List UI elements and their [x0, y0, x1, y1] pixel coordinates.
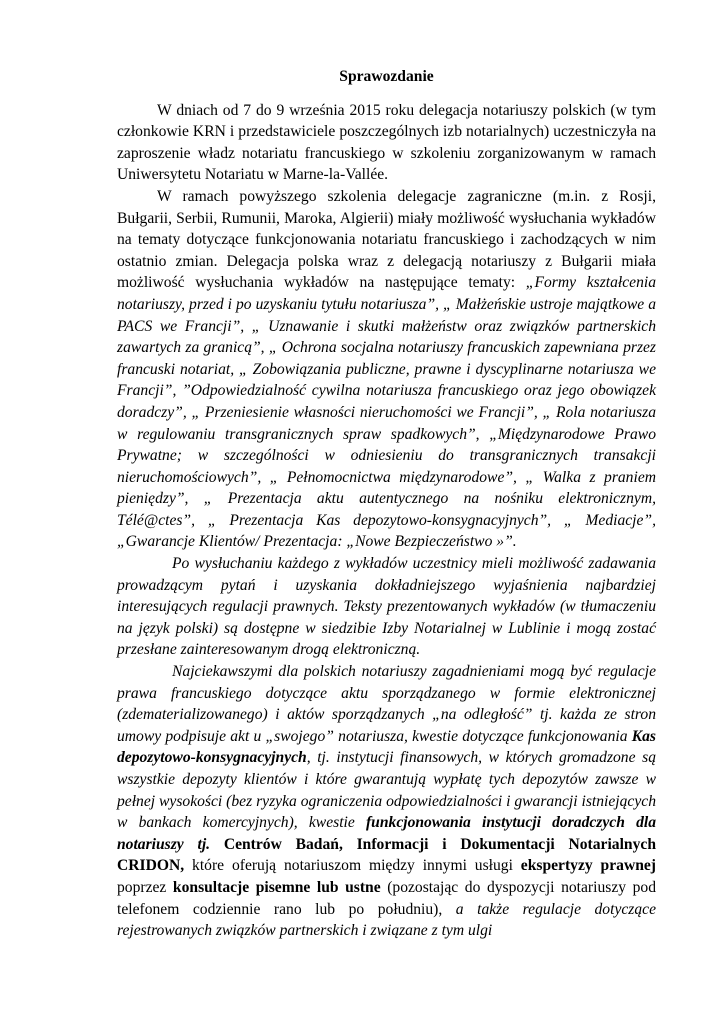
paragraph-2-intro: W ramach powyższego szkolenia delegacje zagraniczne (m.in. z Rosji, Bułgarii, Serbii, Rumunii, Maroka, Algierii) miały możliwość wysłuchania wykładów na tematy dotyczące funkcjonowania notariatu francuskiego i zachodzących w nim ostatnio zmian. Delegacja polska wraz z delegacją notariuszy z Bułgarii miała możliwość wysłuchania wykładów na następujące tematy: [117, 187, 656, 292]
paragraph-4-part-c: , tj. instytucji finansowych, w których gromadzone są wszystkie depozyty klientów i które gwarantują wypłatę tych depozytów zawsze w pełnej wysokości (bez ryzyka ograniczenia odpowiedzialności i gwarancji istniejących w bankach komercyjnych), kwestie [117, 749, 656, 832]
document-page [117, 66, 656, 942]
paragraph-4 [117, 661, 656, 942]
document-title: Sprawozdanie [339, 68, 434, 85]
paragraph-4-part-a: Najciekawszymi dla polskich notariuszy zagadnieniami mogą być regulacje prawa francuskiego dotyczące aktu sporządzanego w formie elektronicznej (zdematerializowanego) i aktów sporządzanych „na odległość” tj. każda ze stron umowy podpisuje akt u „swojego” notariusza, kwestie dotyczące funkcjonowania [117, 663, 656, 745]
paragraph-2-topics: „Formy kształcenia notariuszy, przed i po uzyskaniu tytułu notariusza”, „ Małżeńskie ustroje majątkowe a PACS we Francji”, „ Uznawanie i skutki małżeństw oraz związków partnerskich zawartych za granicą”, „ Ochrona socjalna notariuszy francuskich zapewniana przez francuski notariat, „ Zobowiązania publiczne, prawne i dyscyplinarne notariusza we Francji”, ”Odpowiedzialność cywilna notariusza francuskiego oraz jego obowiązek doradczy”, „ Przeniesienie własności nieruchomości we Francji”, „ Rola notariusza w regulowaniu transgranicznych spraw spadkowych”, „Międzynarodowe Prawo Prywatne; w szczególności w odniesieniu do transgranicznych transakcji nieruchomościowych”, „ Pełnomocnictwa międzynarodowe”, „ Walka z praniem pieniędzy”, „ Prezentacja aktu autentycznego na nośniku elektronicznym, Télé@ctes”, „ Prezentacja Kas depozytowo-konsygnacyjnych”, „ Mediacje”, „Gwarancje Klientów/ Prezentacja: „Nowe Bezpieczeństwo »”. [117, 274, 656, 551]
paragraph-4-cridon: Centrów Badań, Informacji i Dokumentacji Notarialnych CRIDON, [117, 835, 656, 875]
paragraph-4-part-f: które oferują notariuszom między innymi usługi [184, 857, 521, 875]
paragraph-4-legal-expertise: ekspertyzy prawnej [520, 857, 656, 875]
paragraph-4-part-k: a także regulacje dotyczące rejestrowanych związków partnerskich i związane z tym ulgi [117, 900, 656, 940]
paragraph-4-part-j: (pozostając do dyspozycji notariuszy pod telefonem codziennie rano lub po południu), [117, 878, 656, 918]
paragraph-1: W dniach od 7 do 9 września 2015 roku delegacja notariuszy polskich (w tym członkowie KRN i przedstawiciele poszczególnych izb notarialnych) uczestniczyła na zaproszenie władz notariatu francuskiego w szkoleniu zorganizowanym w ramach Uniwersytetu Notariatu w Marne-la-Vallée. [117, 101, 656, 184]
paragraph-4-part-h: poprzez [117, 878, 173, 896]
paragraph-3: Po wysłuchaniu każdego z wykładów uczestnicy mieli możliwość zadawania prowadzącym pytań i uzyskania dokładniejszego wyjaśnienia najbardziej interesujących regulacji prawnych. Teksty prezentowanych wykładów (w tłumaczeniu na język polski) są dostępne w siedzibie Izby Notarialnej w Lublinie i mogą zostać przesłane zainteresowanym drogą elektroniczną. [117, 555, 656, 659]
paragraph-4-advisory-institutions: funkcjonowania instytucji doradczych dla notariuszy tj. [117, 814, 657, 853]
paragraph-4-consultations: konsultacje pisemne lub ustne [172, 878, 381, 896]
paragraph-4-cash-deposit-funds: Kas depozytowo-konsygnacyjnych [117, 727, 656, 767]
paragraph-2 [117, 186, 656, 553]
